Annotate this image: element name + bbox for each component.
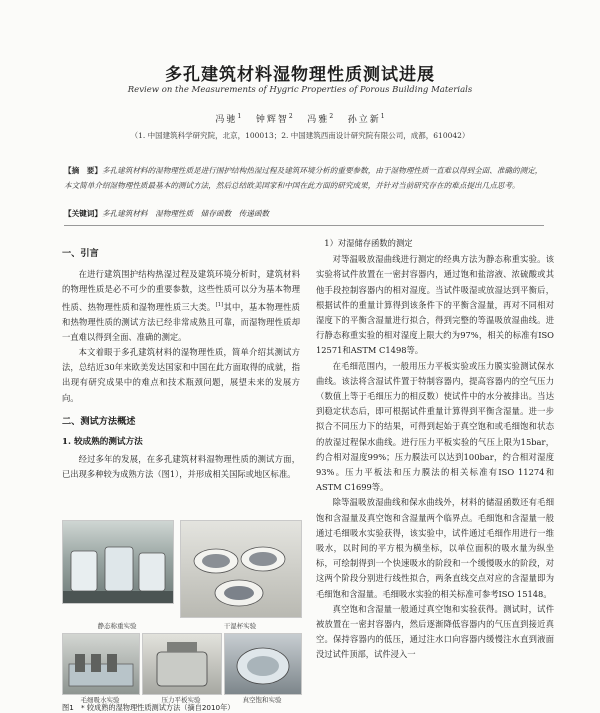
subsection-heading: 1. 较成熟的测试方法 xyxy=(62,437,143,447)
figure-label: 真空饱和实验 xyxy=(242,696,282,704)
left-column xyxy=(62,238,300,483)
figure-1 xyxy=(62,520,300,711)
citation: [1] xyxy=(215,301,224,308)
figure-caption: 图1 * 较成熟的湿物理性质测试方法（摘自2010年） xyxy=(62,703,235,712)
affiliation: （1. 中国建筑科学研究院，北京，100013；2. 中国建筑西南设计研究院有限公司，成都，610042） xyxy=(130,131,470,140)
author: 冯雅 xyxy=(307,115,330,125)
abstract xyxy=(64,163,544,193)
keywords-label: 【关键词】 xyxy=(64,209,102,218)
abstract-label: 【摘 要】 xyxy=(64,166,102,175)
figure-label: 干湿杯实验 xyxy=(223,622,257,630)
section-heading: 二、测试方法概述 xyxy=(62,415,136,427)
figure-photo xyxy=(142,633,222,695)
author: 钟辉智 xyxy=(255,115,289,125)
paper-title: 多孔建筑材料湿物理性质测试进展 xyxy=(165,65,435,85)
author-affil-mark: 2 xyxy=(288,113,293,120)
paragraph: 真空饱和含湿量一般通过真空饱和实验获得。测试时，试件被放置在一密封容器内，然后逐渐降低容器内的气压直到接近真空。保持容器内的低压，通过注水口向容器内缓慢注水直到液面没过试件顶部，试件浸入一 xyxy=(316,603,554,660)
figure-label: 压力平板实验 xyxy=(161,696,201,704)
author-affil-mark: 1 xyxy=(380,113,385,120)
author: 冯驰 xyxy=(215,115,238,125)
paragraph: 在毛细范围内，一般用压力平板实验或压力膜实验测试保水曲线。该法将含湿试件置于特制容器内，提高容器内的空气压力（数值上等于毛细压力的相反数）使试件中的水分被排出。当达到稳定状态后，即可根据试件重量计算得到平衡含湿量。进一步拟合不同压力下的结果，可得到起始于真空饱和或毛细饱和状态的放湿过程保水曲线。进行压力平板实验的气压上限为15bar，约合相对湿度99%；压力膜法可以达到100bar，约合相对湿度93%。压力平板法和压力膜法的相关标准有ISO 11274和ASTM C1699等。 xyxy=(316,360,554,493)
paragraph: 本文着眼于多孔建筑材料的湿物理性质，简单介绍其测试方法，总结近30年来欧美发达国家和中国在此方面取得的成就，指出现有研究成果中的难点和技术瓶颈问题，展望未来的发展方向。 xyxy=(62,346,300,403)
paragraph: 在进行建筑围护结构热湿过程及建筑环境分析时，建筑材料的物理性质是必不可少的重要参数，这些性质可以分为基本物理性质、热物理性质和湿物理性质三大类。[1]其中，基本物理性质和热物理性质的测试方法已经非常成熟且可靠，而湿物理性质却一直难以得到全面、准确的测定。 xyxy=(62,269,300,342)
section-heading: 一、引言 xyxy=(62,248,99,259)
figure-photo xyxy=(62,633,140,695)
paragraph: 经过多年的发展，在多孔建筑材料湿物理性质的测试方面，已出现多种较为成熟方法（图1），并形成相关国际或地区标准。 xyxy=(62,454,300,480)
paragraph: 对等温吸放湿曲线进行测定的经典方法为静态称重实验。该实验将试件放置在一密封容器内，通过饱和盐溶液、浓硫酸或其他手段控制容器内的相对湿度。当试件吸湿或放湿达到平衡后，根据试件的重量计算得到该条件下的平衡含湿量，再对不同相对湿度下的平衡含湿量进行拟合，得到完整的等温吸放湿曲线。进行静态称重实验的相对湿度上限大约为97%，相关的标准有ISO 12571和ASTM C1498等。 xyxy=(316,254,554,356)
author-list xyxy=(0,112,600,125)
subsection-heading: 1）对湿储存函数的测定 xyxy=(324,238,413,248)
figure-photo xyxy=(180,520,302,618)
author: 孙立新 xyxy=(347,115,381,125)
divider xyxy=(64,225,544,226)
figure-photo xyxy=(224,633,302,695)
abstract-text: 多孔建筑材料的湿物理性质是进行围护结构热湿过程及建筑环境分析的重要参数，由于湿物理性质一直难以得到全面、准确的测定，本文简单介绍湿物理性质最基本的测试方法，然后总结欧美国家和中国在此方面的研究成果，并针对当前研究存在的难点提出几点思考。 xyxy=(64,166,543,190)
paper-subtitle: Review on the Measurements of Hygric Properties of Porous Building Materials xyxy=(127,85,473,95)
figure-photo xyxy=(62,520,174,604)
figure-label: 静态称重实验 xyxy=(97,622,137,630)
right-column xyxy=(316,236,554,663)
author-affil-mark: 2 xyxy=(329,113,334,120)
keywords-text: 多孔建筑材料 湿物理性质 储存函数 传递函数 xyxy=(101,209,270,218)
author-affil-mark: 1 xyxy=(237,113,242,120)
paragraph: 除等温吸放湿曲线和保水曲线外，材料的储湿函数还有毛细饱和含湿量及真空饱和含湿量两个临界点。毛细饱和含湿量一般通过毛细吸水实验获得，该实验中，试件通过毛细作用进行一维吸水，以时间的平方根为横坐标，以单位面积的吸水量为纵坐标，可绘制得到一个快速吸水的阶段和一个缓慢吸水的阶段，对这两个阶段分别进行线性拟合，两条直线交点对应的含湿量即为毛细饱和含湿量。毛细吸水实验的相关标准可参考ISO 15148。 xyxy=(316,497,554,599)
keywords xyxy=(64,208,544,219)
figure-label: 毛细吸水实验 xyxy=(80,696,120,704)
